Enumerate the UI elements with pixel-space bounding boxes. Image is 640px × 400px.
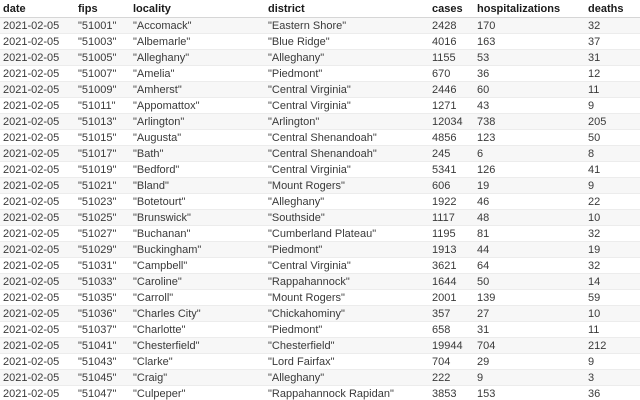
cell-hospitalizations: 44	[474, 242, 585, 258]
cell-cases: 222	[429, 370, 474, 386]
cell-date: 2021-02-05	[0, 130, 75, 146]
table-row	[0, 34, 640, 50]
column-header-hospitalizations: hospitalizations	[474, 0, 585, 18]
cell-date: 2021-02-05	[0, 226, 75, 242]
table-row	[0, 322, 640, 338]
cell-locality: "Caroline"	[130, 274, 265, 290]
cell-date: 2021-02-05	[0, 242, 75, 258]
cell-date: 2021-02-05	[0, 114, 75, 130]
cell-cases: 658	[429, 322, 474, 338]
cell-date: 2021-02-05	[0, 98, 75, 114]
cell-deaths: 14	[585, 274, 640, 290]
cell-hospitalizations: 19	[474, 178, 585, 194]
cell-cases: 2446	[429, 82, 474, 98]
cell-hospitalizations: 43	[474, 98, 585, 114]
cell-cases: 1117	[429, 210, 474, 226]
cell-deaths: 50	[585, 130, 640, 146]
cell-cases: 4016	[429, 34, 474, 50]
column-header-deaths: deaths	[585, 0, 640, 18]
cell-locality: "Charles City"	[130, 306, 265, 322]
cell-date: 2021-02-05	[0, 258, 75, 274]
table-row	[0, 162, 640, 178]
table-row	[0, 242, 640, 258]
cell-hospitalizations: 50	[474, 274, 585, 290]
cell-district: "Alleghany"	[265, 50, 429, 66]
cell-date: 2021-02-05	[0, 194, 75, 210]
cell-locality: "Accomack"	[130, 18, 265, 34]
column-header-cases: cases	[429, 0, 474, 18]
cell-date: 2021-02-05	[0, 178, 75, 194]
cell-hospitalizations: 704	[474, 338, 585, 354]
cell-district: "Central Shenandoah"	[265, 146, 429, 162]
cell-cases: 1922	[429, 194, 474, 210]
cell-district: "Chickahominy"	[265, 306, 429, 322]
cell-deaths: 10	[585, 210, 640, 226]
cell-deaths: 59	[585, 290, 640, 306]
cell-fips: "51003"	[75, 34, 130, 50]
cell-locality: "Augusta"	[130, 130, 265, 146]
cell-locality: "Bath"	[130, 146, 265, 162]
cell-district: "Rappahannock"	[265, 274, 429, 290]
cell-fips: "51035"	[75, 290, 130, 306]
cell-date: 2021-02-05	[0, 290, 75, 306]
cell-district: "Blue Ridge"	[265, 34, 429, 50]
header-row	[0, 0, 640, 18]
cell-date: 2021-02-05	[0, 338, 75, 354]
cell-cases: 1644	[429, 274, 474, 290]
table-row	[0, 178, 640, 194]
table-body	[0, 18, 640, 400]
cell-district: "Central Virginia"	[265, 98, 429, 114]
cell-cases: 1271	[429, 98, 474, 114]
cell-fips: "51011"	[75, 98, 130, 114]
cell-fips: "51031"	[75, 258, 130, 274]
cell-locality: "Campbell"	[130, 258, 265, 274]
cell-fips: "51021"	[75, 178, 130, 194]
cell-deaths: 32	[585, 18, 640, 34]
cell-cases: 3621	[429, 258, 474, 274]
cell-date: 2021-02-05	[0, 386, 75, 400]
cell-date: 2021-02-05	[0, 322, 75, 338]
cell-locality: "Albemarle"	[130, 34, 265, 50]
cell-deaths: 9	[585, 178, 640, 194]
table-row	[0, 50, 640, 66]
table-row	[0, 82, 640, 98]
cell-fips: "51027"	[75, 226, 130, 242]
cell-cases: 1155	[429, 50, 474, 66]
table-row	[0, 386, 640, 400]
table-row	[0, 210, 640, 226]
column-header-locality: locality	[130, 0, 265, 18]
cell-fips: "51025"	[75, 210, 130, 226]
cell-deaths: 31	[585, 50, 640, 66]
cell-hospitalizations: 46	[474, 194, 585, 210]
cell-cases: 4856	[429, 130, 474, 146]
cell-locality: "Alleghany"	[130, 50, 265, 66]
cell-hospitalizations: 170	[474, 18, 585, 34]
cell-fips: "51036"	[75, 306, 130, 322]
cell-fips: "51047"	[75, 386, 130, 400]
cell-deaths: 11	[585, 322, 640, 338]
table-row	[0, 130, 640, 146]
cell-date: 2021-02-05	[0, 50, 75, 66]
cell-district: "Arlington"	[265, 114, 429, 130]
cell-district: "Alleghany"	[265, 194, 429, 210]
cell-fips: "51045"	[75, 370, 130, 386]
cell-locality: "Culpeper"	[130, 386, 265, 400]
cell-hospitalizations: 53	[474, 50, 585, 66]
cell-locality: "Craig"	[130, 370, 265, 386]
cell-hospitalizations: 738	[474, 114, 585, 130]
column-header-fips: fips	[75, 0, 130, 18]
cell-district: "Chesterfield"	[265, 338, 429, 354]
cell-hospitalizations: 60	[474, 82, 585, 98]
table-row	[0, 98, 640, 114]
cell-cases: 606	[429, 178, 474, 194]
cell-date: 2021-02-05	[0, 18, 75, 34]
cell-cases: 670	[429, 66, 474, 82]
cell-fips: "51013"	[75, 114, 130, 130]
cell-locality: "Appomattox"	[130, 98, 265, 114]
cell-deaths: 36	[585, 386, 640, 400]
cell-date: 2021-02-05	[0, 306, 75, 322]
cell-district: "Cumberland Plateau"	[265, 226, 429, 242]
cell-hospitalizations: 48	[474, 210, 585, 226]
cell-deaths: 19	[585, 242, 640, 258]
cell-fips: "51009"	[75, 82, 130, 98]
cell-date: 2021-02-05	[0, 34, 75, 50]
table-row	[0, 290, 640, 306]
cell-deaths: 37	[585, 34, 640, 50]
cell-deaths: 10	[585, 306, 640, 322]
cell-hospitalizations: 27	[474, 306, 585, 322]
cell-locality: "Buchanan"	[130, 226, 265, 242]
cell-hospitalizations: 29	[474, 354, 585, 370]
cell-cases: 5341	[429, 162, 474, 178]
cell-cases: 3853	[429, 386, 474, 400]
cell-fips: "51001"	[75, 18, 130, 34]
cell-date: 2021-02-05	[0, 162, 75, 178]
cell-fips: "51015"	[75, 130, 130, 146]
cell-locality: "Amherst"	[130, 82, 265, 98]
cell-deaths: 12	[585, 66, 640, 82]
cell-locality: "Bedford"	[130, 162, 265, 178]
cell-cases: 12034	[429, 114, 474, 130]
cell-date: 2021-02-05	[0, 274, 75, 290]
cell-cases: 19944	[429, 338, 474, 354]
cell-locality: "Buckingham"	[130, 242, 265, 258]
cell-cases: 2428	[429, 18, 474, 34]
cell-cases: 357	[429, 306, 474, 322]
cell-date: 2021-02-05	[0, 66, 75, 82]
cell-locality: "Botetourt"	[130, 194, 265, 210]
cell-deaths: 41	[585, 162, 640, 178]
cell-locality: "Chesterfield"	[130, 338, 265, 354]
cell-hospitalizations: 139	[474, 290, 585, 306]
table-row	[0, 18, 640, 34]
table-header	[0, 0, 640, 18]
cell-locality: "Charlotte"	[130, 322, 265, 338]
cell-hospitalizations: 153	[474, 386, 585, 400]
cell-fips: "51043"	[75, 354, 130, 370]
table-row	[0, 258, 640, 274]
cell-district: "Central Virginia"	[265, 82, 429, 98]
table-row	[0, 146, 640, 162]
cell-cases: 1913	[429, 242, 474, 258]
cell-district: "Alleghany"	[265, 370, 429, 386]
table-row	[0, 274, 640, 290]
table-row	[0, 114, 640, 130]
cell-fips: "51017"	[75, 146, 130, 162]
cell-locality: "Brunswick"	[130, 210, 265, 226]
table-row	[0, 306, 640, 322]
cell-deaths: 212	[585, 338, 640, 354]
cell-cases: 245	[429, 146, 474, 162]
cell-hospitalizations: 123	[474, 130, 585, 146]
cell-hospitalizations: 126	[474, 162, 585, 178]
cell-fips: "51005"	[75, 50, 130, 66]
cell-district: "Central Virginia"	[265, 162, 429, 178]
cell-hospitalizations: 64	[474, 258, 585, 274]
cell-deaths: 22	[585, 194, 640, 210]
cell-district: "Central Virginia"	[265, 258, 429, 274]
cell-hospitalizations: 163	[474, 34, 585, 50]
cell-locality: "Arlington"	[130, 114, 265, 130]
cell-locality: "Clarke"	[130, 354, 265, 370]
cell-district: "Central Shenandoah"	[265, 130, 429, 146]
cell-fips: "51033"	[75, 274, 130, 290]
cell-fips: "51007"	[75, 66, 130, 82]
table-row	[0, 354, 640, 370]
table-row	[0, 66, 640, 82]
column-header-district: district	[265, 0, 429, 18]
cell-deaths: 32	[585, 226, 640, 242]
cell-hospitalizations: 9	[474, 370, 585, 386]
cell-fips: "51019"	[75, 162, 130, 178]
cell-hospitalizations: 81	[474, 226, 585, 242]
table-row	[0, 370, 640, 386]
cell-district: "Mount Rogers"	[265, 290, 429, 306]
cell-district: "Eastern Shore"	[265, 18, 429, 34]
cell-district: "Piedmont"	[265, 322, 429, 338]
cell-district: "Mount Rogers"	[265, 178, 429, 194]
cell-deaths: 11	[585, 82, 640, 98]
cell-fips: "51023"	[75, 194, 130, 210]
cell-district: "Piedmont"	[265, 242, 429, 258]
table-row	[0, 194, 640, 210]
cell-district: "Lord Fairfax"	[265, 354, 429, 370]
cell-cases: 704	[429, 354, 474, 370]
cell-date: 2021-02-05	[0, 146, 75, 162]
cell-locality: "Bland"	[130, 178, 265, 194]
cell-deaths: 3	[585, 370, 640, 386]
cell-date: 2021-02-05	[0, 354, 75, 370]
cell-deaths: 9	[585, 98, 640, 114]
cell-cases: 2001	[429, 290, 474, 306]
cell-fips: "51037"	[75, 322, 130, 338]
cell-date: 2021-02-05	[0, 370, 75, 386]
cell-district: "Southside"	[265, 210, 429, 226]
cell-hospitalizations: 36	[474, 66, 585, 82]
cell-hospitalizations: 6	[474, 146, 585, 162]
cell-deaths: 205	[585, 114, 640, 130]
column-header-date: date	[0, 0, 75, 18]
table-row	[0, 338, 640, 354]
cell-hospitalizations: 31	[474, 322, 585, 338]
cell-district: "Rappahannock Rapidan"	[265, 386, 429, 400]
cell-locality: "Amelia"	[130, 66, 265, 82]
cell-cases: 1195	[429, 226, 474, 242]
cell-locality: "Carroll"	[130, 290, 265, 306]
cell-date: 2021-02-05	[0, 210, 75, 226]
cell-fips: "51041"	[75, 338, 130, 354]
cell-deaths: 8	[585, 146, 640, 162]
cell-fips: "51029"	[75, 242, 130, 258]
cell-date: 2021-02-05	[0, 82, 75, 98]
cell-deaths: 32	[585, 258, 640, 274]
cell-district: "Piedmont"	[265, 66, 429, 82]
cell-deaths: 9	[585, 354, 640, 370]
table-row	[0, 226, 640, 242]
